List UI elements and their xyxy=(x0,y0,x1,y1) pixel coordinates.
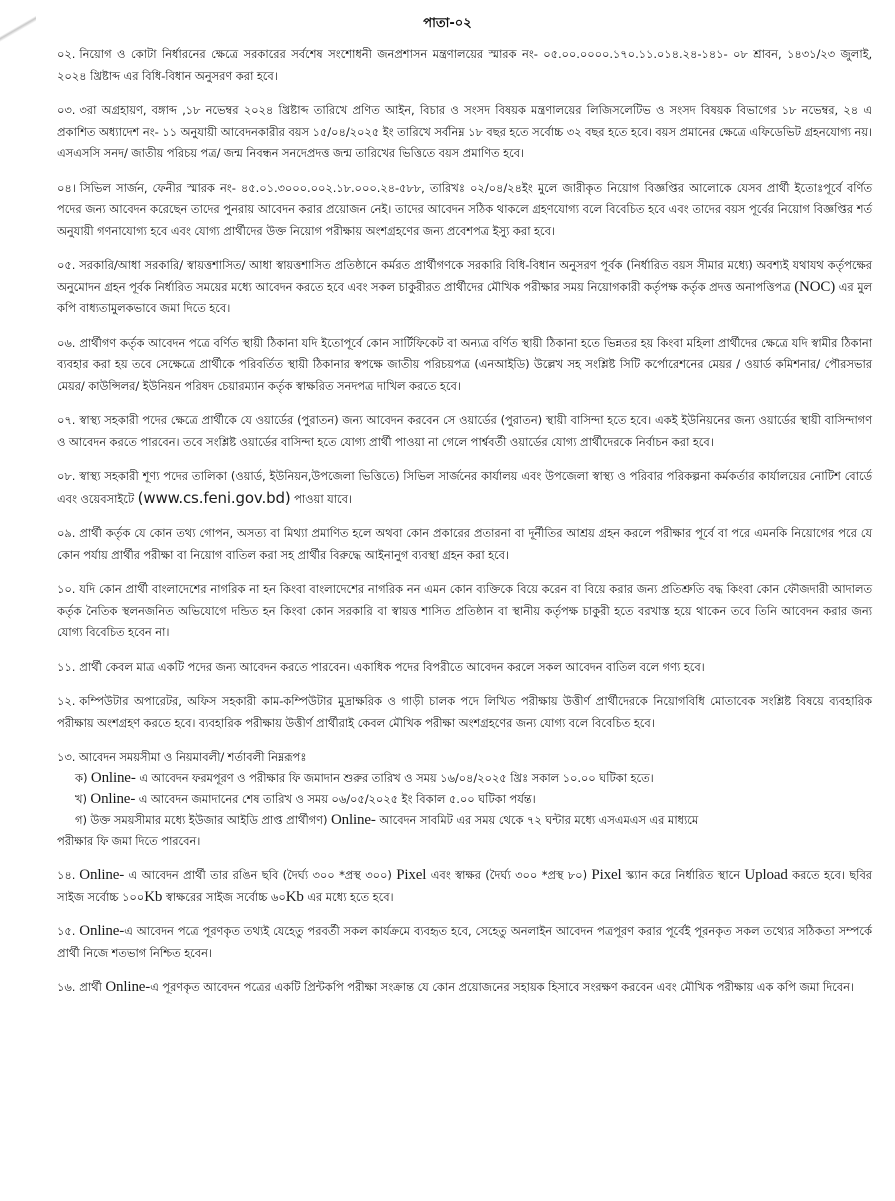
clause-number: ০৭. xyxy=(57,413,76,427)
clause-11 xyxy=(57,657,872,679)
clause-number: ১২. xyxy=(57,694,76,708)
pixel-term: Pixel xyxy=(396,867,427,883)
item-text: এ আবেদন জমাদানের শেষ তারিখ ও সময় ০৬/০৫/২০২৫ ইং বিকাল ৫.০০ ঘটিকা পর্যন্ত। xyxy=(135,792,536,806)
clause-number: ১০. xyxy=(57,582,76,596)
item-label: ক) xyxy=(75,771,88,785)
clause-text: এ আবেদন প্রার্থী তার রঙিন ছবি (দৈর্ঘ্য ৩০০ *প্রস্থ ৩০০) xyxy=(124,868,397,882)
clause-12 xyxy=(57,691,872,734)
clause-13-item-kha xyxy=(57,789,872,810)
clause-heading-text: আবেদন সময়সীমা ও নিয়মাবলী/ শর্তাবলী নিম্নরূপঃ xyxy=(78,750,307,764)
kb-term: Kb xyxy=(285,888,304,905)
pixel-term: Pixel xyxy=(591,867,622,883)
item-label: খ) xyxy=(75,792,87,806)
clause-10 xyxy=(57,579,872,644)
clause-text: এ আবেদন পত্রে পূরণকৃত তথ্যই যেহেতু পরবর্তী সকল কার্যক্রমে ব্যবহৃত হবে, সেহেতু অনলাইন আবেদন পত্রপূরণ করার পূর্বেই পূরনকৃত সকল তথ্যের সঠিকতা সম্পর্কে প্রার্থী নিজে শতভাগ নিশ্চিত হবেন। xyxy=(57,924,872,960)
clause-04 xyxy=(57,178,872,243)
online-term: Online- xyxy=(90,791,136,807)
clause-number: ০৯. xyxy=(57,526,76,540)
clause-text: প্রার্থীগণ কর্তৃক আবেদন পত্রে বর্ণিত স্থায়ী ঠিকানা যদি ইতোপূর্বে কোন সার্টিফিকেট বা অন্যত্র বর্ণিত স্থায়ী ঠিকানা হতে ভিন্নতর হয় কিংবা মহিলা প্রার্থীদের ক্ষেত্রে যদি স্বামীর ঠিকানা ব্যবহার করা হয় তবে সেক্ষেত্রে প্রার্থীকে পরিবর্তিত স্থায়ী ঠিকানার স্বপক্ষে জাতীয় পরিচয়পত্র (এনআইডি) উল্লেখ সহ সংশ্লিষ্ট সিটি কর্পোরেশনের মেয়র / ওয়ার্ড কমিশনার/ পৌরসভার মেয়র/ কাউন্সিলর/ ইউনিয়ন পরিষদ চেয়ারম্যান কর্তৃক স্বাক্ষরিত সনদপত্র দাখিল করতে হবে। xyxy=(57,335,872,393)
clause-text: নিয়োগ ও কোটা নির্ধারনের ক্ষেত্রে সরকারের সর্বশেষ সংশোধনী জনপ্রশাসন মন্ত্রণালয়ের স্মারক নং- ০৫.০০.০০০০.১৭০.১১.০১৪.২৪-১৪১- ০৮ শ্রাবন, ১৪৩১/২৩ জুলাই, ২০২৪ খ্রিষ্টাব্দ এর বিধি-বিধান অনুসরণ করা হবে। xyxy=(57,47,872,83)
clause-number: ১১. xyxy=(57,659,76,674)
clause-06 xyxy=(57,333,872,398)
page-number-label: পাতা-০২ xyxy=(423,16,472,31)
clause-text: স্বাস্থ্য সহকারী পদের ক্ষেত্রে প্রার্থীকে যে ওয়ার্ডের (পুরাতন) জন্য আবেদন করবেন সে ওয়ার্ডের (পুরাতন) স্থায়ী বাসিন্দা হতে হবে। একই ইউনিয়নের জন্য ওয়ার্ডের স্থায়ী বাসিন্দাগণ ও আবেদন করতে পারবেন। তবে সংশ্লিষ্ট ওয়ার্ডের বাসিন্দা হতে যোগ্য প্রার্থী পাওয়া না গেলে পার্শ্ববর্তী ওয়ার্ডের যোগ্য প্রার্থীদেরকে নির্বাচন করা হবে। xyxy=(57,413,872,449)
clause-number: ০৩. xyxy=(57,103,76,117)
kb-term: Kb xyxy=(144,888,163,905)
clause-16 xyxy=(57,977,872,999)
clause-13 xyxy=(57,747,872,852)
online-term: Online- xyxy=(330,812,376,828)
clause-05 xyxy=(57,255,872,320)
clause-number: ১৬. xyxy=(57,980,76,994)
item-text: উক্ত সময়সীমার মধ্যে ইউজার আইডি প্রাপ্ত প্রার্থীগণ) xyxy=(90,813,331,827)
clause-13-item-ga-continuation: পরীক্ষার ফি জমা দিতে পারবেন। xyxy=(57,834,201,848)
clause-text: যদি কোন প্রার্থী বাংলাদেশের নাগরিক না হন কিংবা বাংলাদেশের নাগরিক নন এমন কোন ব্যক্তিকে বিয়ে করেন বা বিয়ে করার জন্য প্রতিশ্রুতি বদ্ধ কিংবা কোন ফৌজদারী আদালত কর্তৃক নৈতিক স্থলনজনিত অভিযোগে দন্ডিত হন কিংবা কোন সরকারি বা স্বায়ত্ত শাসিত প্রতিষ্ঠান বা স্থানীয় কর্তৃপক্ষ চাকুরী হতে বরখাস্ত হয়ে থাকেন তবে তিনি আবেদন করার জন্য যোগ্য বিবেচিত হবেন না। xyxy=(57,582,872,639)
website-link[interactable]: (www.cs.feni.gov.bd) xyxy=(137,488,291,507)
document-body xyxy=(57,44,872,1012)
item-text-end: আবেদন সাবমিট এর সময় থেকে ৭২ ঘন্টার মধ্যে এসএমএস এর মাধ্যমে xyxy=(375,813,699,827)
online-term: Online- xyxy=(79,867,125,883)
clause-text: এর মধ্যে হতে হবে। xyxy=(303,889,394,904)
clause-text: স্ক্যান করে নির্ধারিত স্থানে xyxy=(621,868,745,882)
clause-02 xyxy=(57,44,872,87)
clause-text: স্বাস্থ্য সহকারী শূণ্য পদের তালিকা (ওয়ার্ড, ইউনিয়ন,উপজেলা ভিত্তিতে) সিভিল সার্জনের কার্যালয় এবং উপজেলা স্বাস্থ্য ও পরিবার পরিকল্পনা কর্মকর্তার কার্যালয়ের নোটিশ বোর্ডে এবং ওয়েবসাইটে xyxy=(57,469,872,506)
clause-03 xyxy=(57,100,872,165)
online-term: Online- xyxy=(90,770,136,786)
clause-number: ০২. xyxy=(57,47,76,61)
clause-number: ১৫. xyxy=(57,924,76,938)
clause-text: এবং স্বাক্ষর (দৈর্ঘ্য ৩০০ *প্রস্থ ৮০) xyxy=(426,868,592,882)
clause-13-item-ga xyxy=(57,810,872,831)
online-term: Online- xyxy=(105,979,151,995)
clause-13-heading xyxy=(57,747,872,768)
clause-08 xyxy=(57,466,872,510)
noc-term: (NOC) xyxy=(794,278,836,295)
online-term: Online- xyxy=(79,923,125,939)
clause-text: স্বাক্ষরের সাইজ সর্বোচ্চ ৬০ xyxy=(162,889,286,904)
item-label: গ) xyxy=(75,813,87,827)
clause-09 xyxy=(57,523,872,566)
clause-text-end: এর মুল কপি বাধ্যতামুলকভাবে জমা দিতে হবে। xyxy=(57,279,872,315)
clause-text: সিভিল সার্জন, ফেনীর স্মারক নং- ৪৫.০১.৩০০০.০০২.১৮.০০০.২৪-৫৮৮, তারিখঃ ০২/০৪/২৪ইং মুলে জারীকৃত নিয়োগ বিজ্ঞপ্তির আলোকে যেসব প্রার্থী ইতোঃপূর্বে বর্ণিত পদের জন্য আবেদন করেছেন তাদের পুনরায় আবেদন করার প্রয়োজন নেই। তাদের আবেদন সঠিক থাকলে গ্রহণযোগ্য বলে বিবেচিত হবে এবং তাদের বয়স পূর্বের নিয়োগ বিজ্ঞপ্তির শর্ত অনুযায়ী গণনাযোগ্য হবে এবং যোগ্য প্রার্থীদের উক্ত নিয়োগ পরীক্ষায় অংশগ্রহণের জন্য প্রবেশপত্র ইস্যু করা হবে। xyxy=(57,180,872,238)
clause-text: ৩রা অগ্রহায়ণ, বঙ্গাব্দ ,১৮ নভেম্বর ২০২৪ খ্রিষ্টাব্দ তারিখে প্রণিত আইন, বিচার ও সংসদ বিষয়ক মন্ত্রণালয়ের লিজিসলেটিভ ও সংসদ বিষয়ক বিভাগের ১৮ নভেম্বর, ২৪ এ প্রকাশিত অধ্যাদেশ নং- ১১ অনুযায়ী আবেদনকারীর বয়স ১৫/০৪/২০২৫ ইং তারিখে সর্বনিম্ন ১৮ বছর হতে সর্বোচ্চ ৩২ বছর হতে হবে। বয়স প্রমানের ক্ষেত্রে এফিডেভিট গ্রহনযোগ্য নয়। এসএসসি সনদ/ জাতীয় পরিচয় পত্র/ জন্ম নিবন্ধন সনদেপ্রদত্ত জন্ম তারিখের ভিত্তিতে বয়স প্রমাণিত হবে। xyxy=(57,103,872,160)
clause-text: সরকারি/আধা সরকারি/ স্বায়ত্তশাসিত/ আধা স্বায়ত্তশাসিত প্রতিষ্ঠানে কর্মরত প্রার্থীগণকে সরকারি বিধি-বিধান অনুসরণ পূর্বক (নির্ধারিত বয়স সীমার মধ্যে) অবশ্যই যথাযথ কর্তৃপক্ষের অনুমোদন গ্রহন পূর্বক নির্ধারিত সময়ের মধ্যে আবেদন করতে হবে এবং সকল চাকুরীরত প্রার্থীদের মৌখিক পরীক্ষার সময় নিয়োগকারী কর্তৃপক্ষ কর্তৃক প্রদত্ত অনাপত্তিপত্র xyxy=(57,258,872,294)
clause-number: ০৮. xyxy=(57,469,76,483)
clause-07 xyxy=(57,410,872,453)
clause-number: ১৩. xyxy=(57,750,76,764)
clause-text: প্রার্থী কর্তৃক যে কোন তথ্য গোপন, অসত্য বা মিথ্যা প্রমাণিত হলে অথবা কোন প্রকারের প্রতারনা বা দূর্নীতির আশ্রয় গ্রহন করলে পরীক্ষার পূর্বে বা পরে এমনকি নিয়োগের পরে যে কোন পর্যায় প্রার্থীর পরীক্ষা বা নিয়োগ বাতিল করা সহ প্রার্থীর বিরুদ্ধে আইনানুগ ব্যবস্থা গ্রহন করা হবে। xyxy=(57,526,872,562)
clause-14 xyxy=(57,865,872,908)
clause-text: এ পূরণকৃত আবেদন পত্রের একটি প্রিন্টকপি পরীক্ষা সংক্রান্ত যে কোন প্রয়োজনের সহায়ক হিসাবে সংরক্ষণ করবেন এবং মৌখিক পরীক্ষায় এক কপি জমা দিবেন। xyxy=(150,980,854,994)
upload-term: Upload xyxy=(744,867,788,883)
clause-15 xyxy=(57,921,872,964)
clause-text: করতে হবে। ছবির সাইজ সর্বোচ্চ ১০০ xyxy=(57,868,873,904)
clause-number: ১৪. xyxy=(57,868,76,882)
clause-text: প্রার্থী xyxy=(79,980,106,994)
clause-text: কম্পিউটার অপারেটর, অফিস সহকারী কাম-কম্পিউটার মুদ্রাক্ষরিক ও গাড়ী চালক পদে লিখিত পরীক্ষায় উত্তীর্ণ প্রার্থীদেরকে নিয়োগবিধি মোতাবেক সংশ্লিষ্ট বিষয়ে ব্যবহারিক পরীক্ষায় অংশগ্রহণ করতে হবে। ব্যবহারিক পরীক্ষায় উত্তীর্ণ প্রার্থীরাই কেবল মৌখিক পরীক্ষা অংশগ্রহণের জন্য যোগ্য বলে বিবেচিত হবে। xyxy=(57,694,872,730)
clause-number: ০৪। xyxy=(57,180,76,195)
clause-number: ০৫. xyxy=(57,258,76,272)
clause-number: ০৬. xyxy=(57,335,76,350)
item-text: এ আবেদন ফরমপূরণ ও পরীক্ষার ফি জমাদান শুরুর তারিখ ও সময় ১৬/০৪/২০২৫ খ্রিঃ সকাল ১০.০০ ঘটিকা হতে। xyxy=(135,771,654,785)
clause-13-item-ka xyxy=(57,768,872,789)
clause-text: প্রার্থী কেবল মাত্র একটি পদের জন্য আবেদন করতে পারবেন। একাধিক পদের বিপরীতে আবেদন করলে সকল আবেদন বাতিল বলে গণ্য হবে। xyxy=(79,659,705,674)
clause-text-end: পাওয়া যাবে। xyxy=(290,491,352,506)
